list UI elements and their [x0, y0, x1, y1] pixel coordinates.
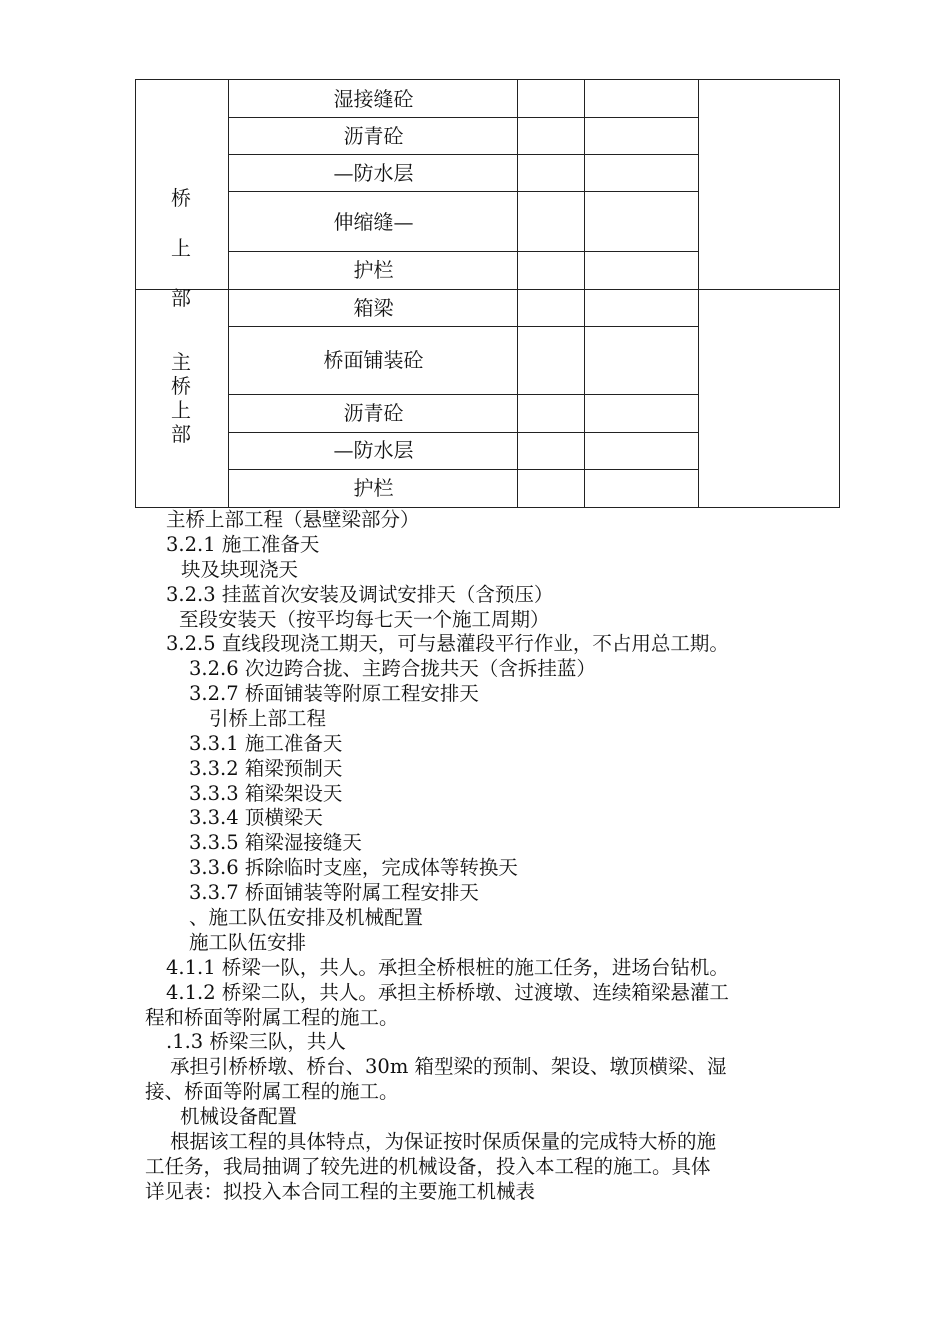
paragraph-line: 承担引桥桥墩、桥台、30m 箱型梁的预制、架设、墩顶横梁、湿	[170, 1055, 727, 1078]
group-label-char: 上	[171, 398, 191, 422]
table-cell-item: 沥青砼	[343, 401, 404, 425]
paragraph-line: 3.2.6 次边跨合拢、主跨合拢共天（含拆挂蓝）	[189, 657, 596, 680]
row-divider	[228, 154, 698, 155]
row-divider	[228, 394, 698, 395]
section-heading: 引桥上部工程	[209, 707, 327, 730]
table-cell-item: —防水层	[333, 438, 414, 462]
section-heading: 机械设备配置	[180, 1105, 298, 1128]
group-label-bridge-upper	[135, 186, 227, 210]
paragraph-line: 详见表：拟投入本合同工程的主要施工机械表	[145, 1180, 536, 1203]
table-cell-item: 箱梁	[353, 296, 394, 320]
paragraph-line: 3.3.7 桥面铺装等附属工程安排天	[189, 881, 479, 904]
row-divider	[228, 251, 698, 252]
section-heading: 施工队伍安排	[189, 931, 307, 954]
paragraph-line: 3.3.2 箱梁预制天	[189, 757, 343, 780]
bridge-works-table	[135, 79, 840, 508]
col-divider	[584, 79, 585, 508]
paragraph-line: 4.1.1 桥梁一队，共人。承担全桥根桩的施工任务，进场台钻机。	[166, 956, 729, 979]
table-cell-item: —防水层	[333, 161, 414, 185]
paragraph-line: 4.1.2 桥梁二队，共人。承担主桥桥墩、过渡墩、连续箱梁悬灌工	[166, 981, 729, 1004]
table-cell-item: 护栏	[353, 258, 394, 282]
paragraph-line: 3.2.7 桥面铺装等附原工程安排天	[189, 682, 479, 705]
paragraph-line: 3.3.3 箱梁架设天	[189, 782, 343, 805]
table-border-top	[135, 79, 840, 80]
paragraph-line: 块及块现浇天	[181, 558, 299, 581]
paragraph-line: 3.3.4 顶横梁天	[189, 806, 323, 829]
group-label-char: 部	[171, 286, 191, 310]
group-label-char: 桥	[171, 186, 191, 210]
group-label-char: 桥	[171, 374, 191, 398]
group-label-main-bridge-upper	[135, 350, 227, 446]
paragraph-line: 根据该工程的具体特点，为保证按时保质保量的完成特大桥的施	[170, 1130, 717, 1153]
group-label-char: 部	[171, 422, 191, 446]
paragraph-line: 3.2.1 施工准备天	[166, 533, 320, 556]
col-divider	[698, 79, 699, 508]
row-divider	[228, 469, 698, 470]
row-divider	[228, 432, 698, 433]
paragraph-line: 3.3.1 施工准备天	[189, 732, 343, 755]
paragraph-line: 至段安装天（按平均每七天一个施工周期）	[179, 608, 550, 631]
table-cell-item: 伸缩缝—	[333, 210, 414, 234]
table-cell-item: 桥面铺装砼	[323, 348, 424, 372]
section-heading: 主桥上部工程（悬壁梁部分）	[166, 508, 420, 531]
row-divider	[228, 191, 698, 192]
table-border-right	[839, 79, 840, 508]
paragraph-line: .1.3 桥梁三队，共人	[166, 1030, 346, 1053]
paragraph-line: 3.2.5 直线段现浇工期天，可与悬灌段平行作业，不占用总工期。	[166, 632, 729, 655]
group-divider	[135, 289, 840, 290]
row-divider	[228, 117, 698, 118]
paragraph-line: 3.3.6 拆除临时支座，完成体等转换天	[189, 856, 518, 879]
section-heading: 、施工队伍安排及机械配置	[189, 906, 424, 929]
group-label-char: 主	[171, 350, 191, 374]
group-label-char: 上	[171, 236, 191, 260]
paragraph-line: 3.2.3 挂蓝首次安装及调试安排天（含预压）	[166, 583, 554, 606]
table-cell-item: 沥青砼	[343, 124, 404, 148]
paragraph-line: 3.3.5 箱梁湿接缝天	[189, 831, 362, 854]
row-divider	[228, 326, 698, 327]
paragraph-line: 工任务，我局抽调了较先进的机械设备，投入本工程的施工。具体	[145, 1155, 711, 1178]
table-cell-item: 湿接缝砼	[333, 87, 414, 111]
paragraph-line: 接、桥面等附属工程的施工。	[145, 1080, 399, 1103]
table-cell-item: 护栏	[353, 476, 394, 500]
paragraph-line: 程和桥面等附属工程的施工。	[145, 1006, 399, 1029]
